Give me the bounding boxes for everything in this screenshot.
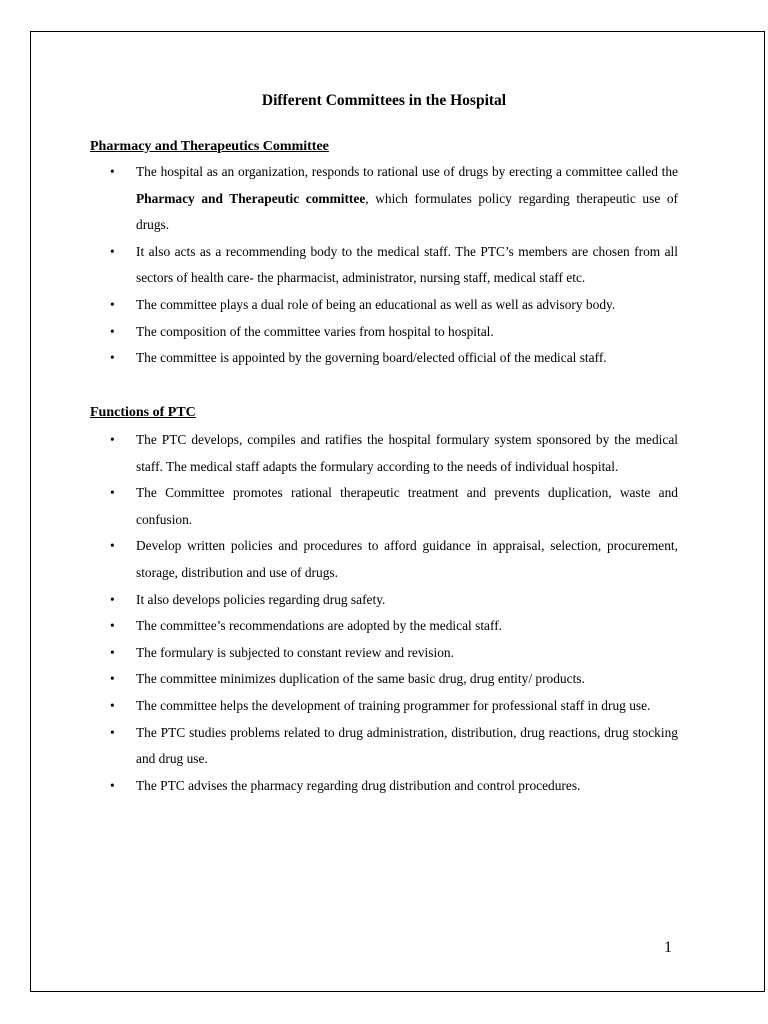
list-item-text: The committee plays a dual role of being an educational as well as well as advisory body. bbox=[136, 296, 616, 312]
bullet-icon: • bbox=[110, 591, 115, 607]
bullet-icon: • bbox=[110, 671, 115, 687]
list-item-text: The PTC develops, compiles and ratifies the hospital formulary system sponsored by the medical staff. The medical staff adapts the formulary according to the needs of individual hospital. bbox=[136, 432, 678, 474]
bullet-icon: • bbox=[110, 164, 115, 179]
bullet-list-functions bbox=[110, 427, 678, 799]
list-item bbox=[110, 345, 678, 372]
list-item bbox=[110, 480, 678, 533]
list-item-text: It also develops policies regarding drug safety. bbox=[136, 591, 386, 607]
bullet-icon: • bbox=[110, 618, 115, 634]
list-item bbox=[110, 613, 678, 640]
list-item bbox=[110, 640, 678, 667]
list-item bbox=[110, 533, 678, 586]
list-item-text: The PTC advises the pharmacy regarding drug distribution and control procedures. bbox=[136, 777, 581, 793]
list-item bbox=[110, 319, 678, 346]
document-title: Different Committees in the Hospital bbox=[261, 92, 507, 109]
list-item bbox=[110, 720, 678, 773]
bullet-icon: • bbox=[110, 697, 115, 713]
list-item-text: , which formulates policy regarding therapeutic use of drugs. bbox=[136, 190, 679, 233]
list-item bbox=[110, 587, 678, 614]
page-number: 1 bbox=[664, 939, 672, 956]
list-item-text: The committee’s recommendations are adopted by the medical staff. bbox=[136, 618, 503, 634]
section-heading-ptc: Pharmacy and Therapeutics Committee bbox=[90, 139, 329, 154]
list-item bbox=[110, 693, 678, 720]
list-item-text: The hospital as an organization, responds to rational use of drugs by erecting a committee called the bbox=[136, 164, 678, 179]
list-item bbox=[110, 292, 678, 319]
bullet-icon: • bbox=[110, 485, 115, 501]
list-item-text: The Committee promotes rational therapeutic treatment and prevents duplication, waste and confusion. bbox=[136, 485, 678, 527]
list-item-text: The committee minimizes duplication of the same basic drug, drug entity/ products. bbox=[136, 671, 585, 687]
list-item-text: The PTC studies problems related to drug administration, distribution, drug reactions, drug stocking and drug use. bbox=[136, 724, 678, 767]
bullet-icon: • bbox=[110, 432, 115, 447]
list-item-text: It also acts as a recommending body to the medical staff. The PTC’s members are chosen from all sectors of health care- the pharmacist, administrator, nursing staff, medical staff etc. bbox=[136, 243, 678, 286]
bullet-icon: • bbox=[110, 724, 115, 740]
list-item bbox=[110, 666, 678, 693]
bullet-icon: • bbox=[110, 296, 115, 312]
bullet-icon: • bbox=[110, 777, 115, 793]
list-item bbox=[110, 159, 678, 239]
list-item-text: The committee is appointed by the governing board/elected official of the medical staff. bbox=[136, 350, 607, 366]
list-item-text: The formulary is subjected to constant review and revision. bbox=[136, 644, 454, 660]
bullet-list-ptc bbox=[110, 159, 678, 372]
list-item-text: Develop written policies and procedures to afford guidance in appraisal, selection, procurement, storage, distribution and use of drugs. bbox=[136, 538, 678, 580]
bullet-icon: • bbox=[110, 243, 115, 259]
list-item bbox=[110, 427, 678, 480]
list-item-text: The composition of the committee varies from hospital to hospital. bbox=[136, 323, 494, 339]
list-item-text: The committee helps the development of training programmer for professional staff in drug use. bbox=[136, 697, 651, 713]
bullet-icon: • bbox=[110, 323, 115, 339]
bullet-icon: • bbox=[110, 538, 115, 554]
list-item bbox=[110, 239, 678, 292]
bullet-icon: • bbox=[110, 350, 115, 366]
section-heading-functions: Functions of PTC bbox=[90, 405, 196, 420]
bullet-icon: • bbox=[110, 644, 115, 660]
list-item-bold-text: Pharmacy and Therapeutic committee bbox=[136, 190, 366, 206]
list-item bbox=[110, 773, 678, 800]
